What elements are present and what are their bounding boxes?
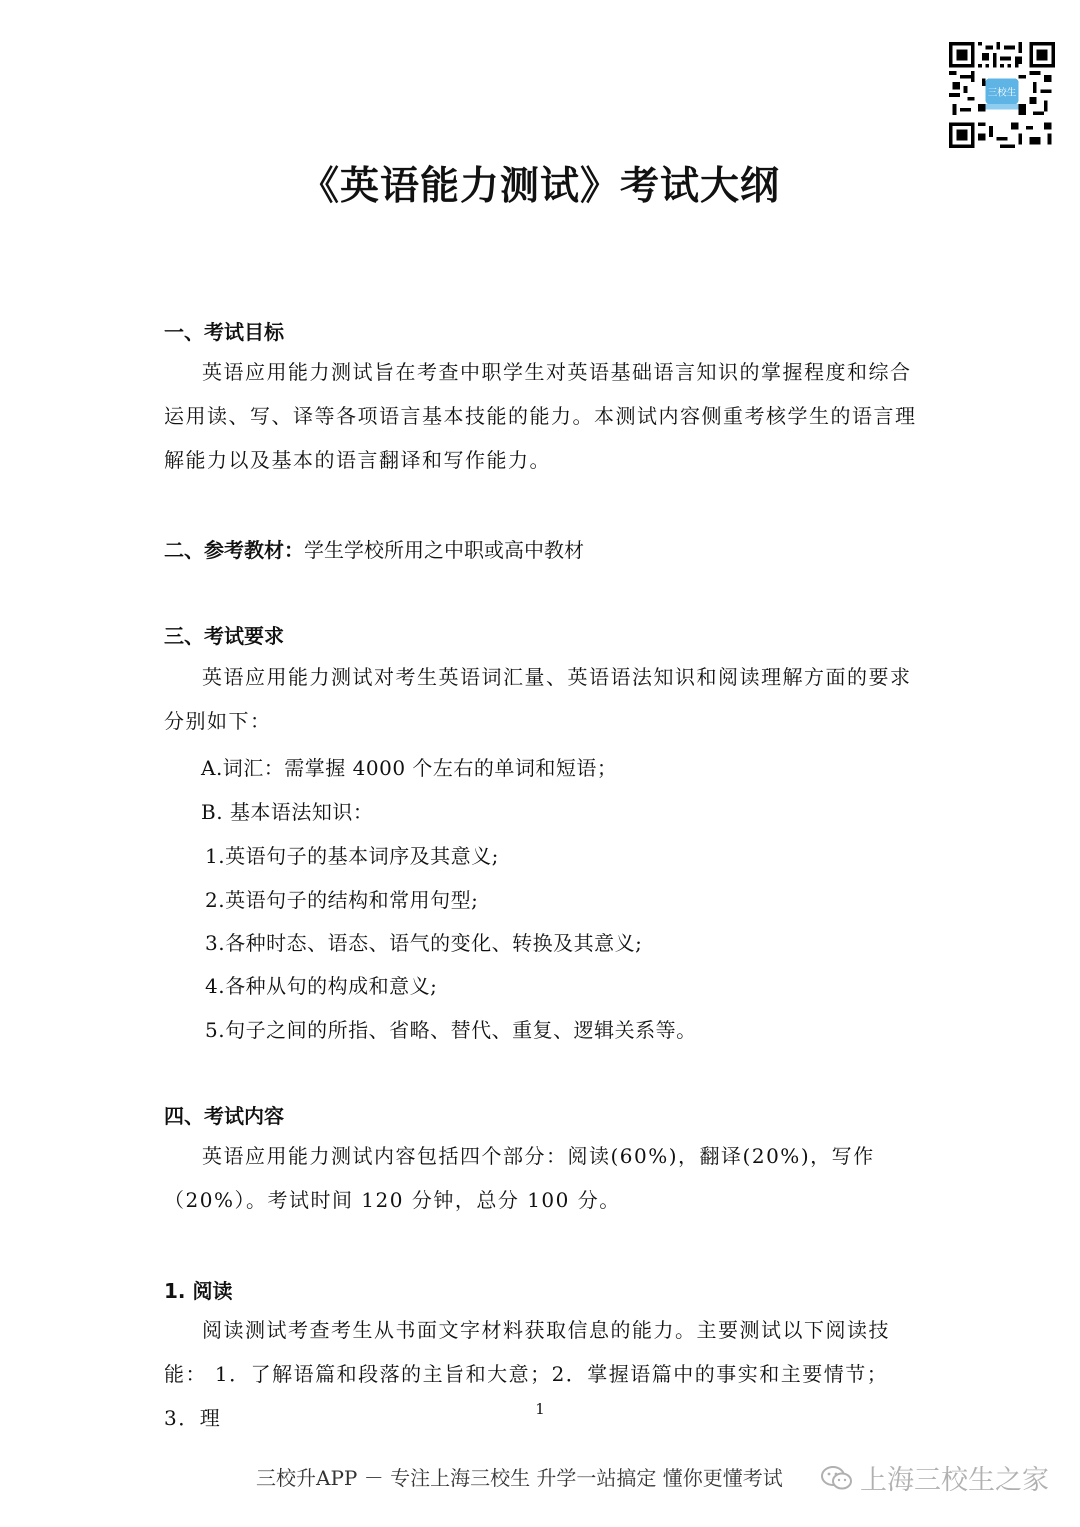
section-objectives-text: 英语应用能力测试旨在考查中职学生对英语基础语言知识的掌握程度和综合运用读、写、译等各项语言基本技能的能力。本测试内容侧重考核学生的语言理解能力以及基本的语言翻译和写作能力。 bbox=[164, 360, 917, 472]
qr-logo-label: 三校生 bbox=[987, 87, 1017, 99]
section-content-text: 英语应用能力测试内容包括四个部分：阅读(60%)，翻译(20%)，写作（20%）。考试时间 120 分钟，总分 100 分。 bbox=[164, 1144, 875, 1212]
qr-code-icon bbox=[948, 42, 1056, 148]
section-heading-objectives: 一、考试目标 bbox=[164, 320, 284, 344]
grammar-item: 3.各种时态、语态、语气的变化、转换及其意义; bbox=[205, 931, 643, 955]
grammar-item: 4.各种从句的构成和意义; bbox=[205, 974, 438, 998]
grammar-item: 2.英语句子的结构和常用句型; bbox=[205, 888, 479, 912]
grammar-item: 5.句子之间的所指、省略、替代、重复、逻辑关系等。 bbox=[205, 1018, 697, 1042]
requirement-vocabulary: A.词汇：需掌握 4000 个左右的单词和短语； bbox=[201, 756, 618, 780]
page-number: 1 bbox=[535, 1400, 545, 1418]
textbook-label: 二、参考教材： bbox=[164, 538, 304, 562]
section-reading-text: 阅读测试考查考生从书面文字材料获取信息的能力。主要测试以下阅读技能： 1．了解语篇和段落的主旨和大意；2．掌握语篇中的事实和主要情节；3．理 bbox=[164, 1318, 890, 1430]
wechat-icon bbox=[820, 1464, 854, 1492]
section-heading-requirements: 三、考试要求 bbox=[164, 624, 284, 648]
section-heading-content: 四、考试内容 bbox=[164, 1104, 284, 1128]
section-heading-textbook bbox=[164, 534, 584, 563]
section-heading-reading: 1. 阅读 bbox=[164, 1279, 233, 1303]
requirement-grammar: B. 基本语法知识： bbox=[201, 800, 374, 824]
watermark-text: 上海三校生之家 bbox=[860, 1465, 1049, 1496]
document-title: 《英语能力测试》考试大纲 bbox=[299, 164, 780, 209]
grammar-item: 1.英语句子的基本词序及其意义; bbox=[205, 844, 499, 868]
footer-text: 三校升APP － 专注上海三校生 升学一站搞定 懂你更懂考试 bbox=[256, 1466, 783, 1490]
textbook-text: 学生学校所用之中职或高中教材 bbox=[304, 538, 584, 562]
section-requirements-text: 英语应用能力测试对考生英语词汇量、英语语法知识和阅读理解方面的要求分别如下： bbox=[164, 665, 912, 733]
watermark bbox=[820, 1458, 1049, 1497]
